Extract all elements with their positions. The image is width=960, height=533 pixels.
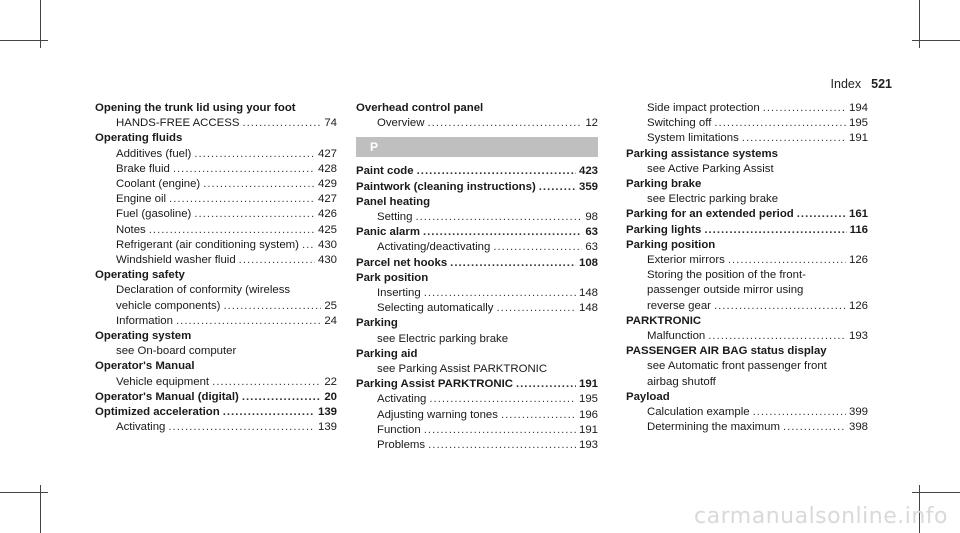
- page-reference[interactable]: 148: [578, 302, 598, 315]
- page-reference[interactable]: 430: [317, 238, 337, 251]
- entry-heading: [626, 207, 868, 222]
- page-reference[interactable]: 399: [848, 406, 868, 419]
- sub-entry: [356, 362, 598, 377]
- sub-entry-label: Activating: [116, 421, 166, 434]
- entry-heading-text: Panic alarm: [356, 226, 420, 239]
- entry-heading: [356, 225, 598, 240]
- entry-heading: [626, 390, 868, 405]
- sub-entry-line: Storing the position of the front-: [647, 269, 806, 282]
- dot-leader: [176, 314, 321, 329]
- sub-entry-label: System limitations: [647, 132, 739, 145]
- sub-entry-label: Overview: [377, 117, 425, 130]
- entry-heading-text: Opening the trunk lid using your foot: [95, 102, 296, 114]
- dot-leader: [223, 299, 321, 314]
- index-entry: [356, 164, 598, 179]
- entry-heading-text: Parking for an extended period: [626, 208, 794, 221]
- sub-entry: [95, 314, 337, 329]
- sub-entry-label: reverse gear: [647, 299, 711, 312]
- entry-heading-text: Optimized acceleration: [95, 406, 220, 419]
- page-reference[interactable]: 427: [317, 193, 337, 206]
- sub-entry-label: HANDS-FREE ACCESS: [116, 117, 240, 130]
- dot-leader: [728, 253, 846, 268]
- sub-entry: [356, 210, 598, 225]
- dot-leader: [497, 301, 576, 316]
- sub-entry-label: Problems: [377, 439, 426, 452]
- entry-heading: [356, 377, 598, 392]
- crop-mark: [0, 492, 48, 493]
- sub-entry: [356, 392, 598, 407]
- sub-entry-label: see Parking Assist PARKTRONIC: [377, 363, 548, 376]
- page-reference[interactable]: 191: [578, 423, 598, 436]
- watermark: carmanualsonline.info: [694, 504, 948, 529]
- page-reference[interactable]: 430: [317, 254, 337, 267]
- entry-heading: [626, 344, 868, 359]
- index-entry: [626, 314, 868, 344]
- page-reference[interactable]: 398: [848, 421, 868, 434]
- index-entry: [95, 329, 337, 359]
- entry-heading-text: Panel heating: [356, 195, 431, 208]
- sub-entry-label: see On-board computer: [116, 345, 237, 358]
- dot-leader: [704, 223, 846, 238]
- dot-leader: [714, 116, 846, 131]
- sub-entry: [95, 162, 337, 177]
- entry-heading-text: Parking lights: [626, 223, 702, 236]
- sub-entry: [626, 420, 868, 435]
- entry-heading-text: Parking brake: [626, 178, 702, 191]
- sub-entry: [626, 192, 868, 207]
- entry-heading-text: PASSENGER AIR BAG status display: [626, 345, 827, 358]
- index-entry: [95, 390, 337, 405]
- page-reference[interactable]: 25: [324, 299, 337, 312]
- index-entry: [356, 225, 598, 255]
- sub-entry-label: Information: [116, 314, 173, 327]
- index-entry: [626, 101, 868, 147]
- sub-entry: [95, 147, 337, 162]
- page-reference[interactable]: 195: [848, 117, 868, 130]
- page-reference[interactable]: 63: [585, 226, 598, 239]
- sub-entry-label: Calculation example: [647, 406, 750, 419]
- sub-entry-label: Exterior mirrors: [647, 254, 725, 267]
- sub-entry: [626, 116, 868, 131]
- entry-heading: [356, 256, 598, 271]
- index-entry: [95, 405, 337, 435]
- sub-entry-label: Brake fluid: [116, 162, 170, 175]
- dot-leader: [428, 438, 576, 453]
- sub-entry-label: Selecting automatically: [377, 302, 494, 315]
- entry-heading-text: Parking position: [626, 238, 716, 251]
- sub-entry: [356, 423, 598, 438]
- crop-mark: [912, 492, 960, 493]
- dot-leader: [783, 420, 846, 435]
- dot-leader: [493, 240, 582, 255]
- page-reference[interactable]: 98: [585, 211, 598, 224]
- page-reference[interactable]: 63: [585, 241, 598, 254]
- dot-leader: [239, 253, 315, 268]
- entry-heading: [356, 316, 598, 331]
- dot-leader: [797, 207, 846, 222]
- dot-leader: [223, 405, 315, 420]
- dot-leader: [424, 423, 576, 438]
- entry-heading-text: Paint code: [356, 165, 414, 178]
- sub-entry-label: see Electric parking brake: [377, 332, 509, 345]
- dot-leader: [168, 420, 315, 435]
- page-reference[interactable]: 196: [578, 408, 598, 421]
- sub-entry-label: Additives (fuel): [116, 147, 192, 160]
- page-reference[interactable]: 423: [578, 165, 598, 178]
- page-reference[interactable]: 194: [848, 102, 868, 114]
- index-entry: [356, 271, 598, 317]
- sub-entry: [95, 177, 337, 192]
- entry-heading: [356, 347, 598, 362]
- sub-entry-label: Fuel (gasoline): [116, 208, 192, 221]
- page-reference[interactable]: 126: [848, 254, 868, 267]
- sub-entry: [626, 299, 868, 314]
- dot-leader: [429, 392, 576, 407]
- sub-entry-label: Windshield washer fluid: [116, 254, 236, 267]
- sub-entry: [95, 223, 337, 238]
- crop-mark: [0, 40, 48, 41]
- entry-heading-text: Parcel net hooks: [356, 256, 448, 269]
- index-entry: [626, 177, 868, 207]
- dot-leader: [242, 116, 321, 131]
- dot-leader: [516, 377, 576, 392]
- entry-heading-text: Operator's Manual (digital): [95, 390, 239, 403]
- sub-entry: [356, 240, 598, 255]
- page-reference[interactable]: 426: [317, 208, 337, 221]
- index-entry: [95, 268, 337, 329]
- page-reference[interactable]: 74: [324, 117, 337, 130]
- sub-entry: [626, 405, 868, 420]
- page-reference[interactable]: 22: [324, 375, 337, 388]
- page-reference[interactable]: 191: [578, 378, 598, 391]
- index-entry: [356, 347, 598, 377]
- index-column-1: [95, 101, 337, 435]
- sub-entry: [95, 192, 337, 207]
- sub-entry: [95, 420, 337, 435]
- dot-leader: [415, 210, 582, 225]
- entry-heading: [356, 180, 598, 195]
- dot-leader: [173, 162, 315, 177]
- entry-heading: [626, 314, 868, 329]
- index-entry: [356, 195, 598, 225]
- entry-heading-text: Park position: [356, 271, 429, 284]
- sub-entry-label: Coolant (engine): [116, 178, 201, 191]
- page-number: 521: [871, 77, 892, 91]
- entry-heading: [95, 390, 337, 405]
- sub-entry-label: Inserting: [377, 287, 421, 300]
- entry-heading: [95, 359, 337, 374]
- page-reference[interactable]: 139: [317, 406, 337, 419]
- entry-heading: [95, 268, 337, 283]
- index-entry: [626, 223, 868, 238]
- entry-heading: [95, 131, 337, 146]
- crop-mark: [912, 40, 960, 41]
- index-entry: [626, 207, 868, 222]
- sub-entry: [356, 116, 598, 131]
- sub-entry: [95, 253, 337, 268]
- entry-heading-text: PARKTRONIC: [626, 314, 702, 327]
- sub-entry: [356, 301, 598, 316]
- index-entry: [626, 390, 868, 436]
- sub-entry-label: Side impact protection: [647, 102, 760, 114]
- sub-entry-label: Malfunction: [647, 330, 706, 343]
- entry-heading-text: Operating safety: [95, 269, 185, 282]
- dot-leader: [194, 147, 315, 162]
- index-entry: [356, 377, 598, 453]
- page-reference[interactable]: 429: [317, 178, 337, 191]
- sub-entry: [626, 101, 868, 116]
- sub-entry-line: passenger outside mirror using: [647, 284, 804, 297]
- sub-entry-label: Refrigerant (air conditioning system): [116, 238, 299, 251]
- page-reference[interactable]: 108: [578, 256, 598, 269]
- entry-heading-text: Overhead control panel: [356, 102, 484, 114]
- dot-leader: [194, 207, 315, 222]
- sub-entry: [356, 438, 598, 453]
- sub-entry: [95, 238, 337, 253]
- sub-entry-label: Activating: [377, 393, 427, 406]
- page-reference[interactable]: 126: [848, 299, 868, 312]
- page-reference[interactable]: 116: [849, 223, 868, 236]
- sub-entry-label: Notes: [116, 223, 146, 236]
- entry-heading: [95, 101, 337, 116]
- dot-leader: [424, 286, 576, 301]
- sub-entry: [626, 329, 868, 344]
- dot-leader: [242, 390, 321, 405]
- sub-entry: [626, 131, 868, 146]
- dot-leader: [763, 101, 846, 116]
- entry-heading: [356, 101, 598, 116]
- page-reference[interactable]: 24: [324, 314, 337, 327]
- page-reference[interactable]: 12: [585, 117, 598, 130]
- sub-entry-label: Activating/deactivating: [377, 241, 491, 254]
- index-column-2: [356, 101, 598, 453]
- sub-entry-line: Declaration of conformity (wireless: [116, 284, 291, 297]
- section-letter: P: [356, 137, 598, 157]
- sub-entry: [95, 344, 337, 359]
- dot-leader: [169, 192, 315, 207]
- entry-heading-text: Operator's Manual: [95, 360, 195, 373]
- sub-entry: [626, 253, 868, 268]
- page-reference[interactable]: 195: [578, 393, 598, 406]
- sub-entry-label: Engine oil: [116, 193, 167, 206]
- entry-heading-text: Parking aid: [356, 347, 418, 360]
- index-entry: [356, 316, 598, 346]
- dot-leader: [714, 299, 846, 314]
- index-entry: [626, 147, 868, 177]
- entry-heading-text: Operating fluids: [95, 132, 183, 145]
- entry-heading: [356, 164, 598, 179]
- page-reference[interactable]: 359: [578, 180, 598, 193]
- sub-entry-label: Setting: [377, 211, 413, 224]
- entry-heading-text: Parking Assist PARKTRONIC: [356, 378, 513, 391]
- index-entry: [95, 131, 337, 268]
- entry-heading: [626, 177, 868, 192]
- dot-leader: [753, 405, 846, 420]
- sub-entry-label: see Active Parking Assist: [647, 162, 774, 175]
- entry-heading-text: Parking: [356, 317, 398, 330]
- index-entry: [95, 101, 337, 131]
- page-reference[interactable]: 191: [848, 132, 868, 145]
- sub-entry: [626, 162, 868, 177]
- sub-entry: [95, 299, 337, 314]
- dot-leader: [450, 256, 576, 271]
- sub-entry-line: airbag shutoff: [647, 375, 716, 388]
- sub-entry-line: see Automatic front passenger front: [647, 360, 827, 373]
- sub-entry-label: Switching off: [647, 117, 712, 130]
- index-entry: [356, 101, 598, 131]
- index-entry: [356, 256, 598, 271]
- entry-heading: [95, 405, 337, 420]
- dot-leader: [302, 238, 315, 253]
- dot-leader: [212, 375, 321, 390]
- page-reference[interactable]: 161: [848, 208, 868, 221]
- sub-entry-label: see Electric parking brake: [647, 193, 779, 206]
- entry-heading: [626, 147, 868, 162]
- page-reference[interactable]: 139: [317, 421, 337, 434]
- entry-heading: [626, 238, 868, 253]
- sub-entry: [356, 408, 598, 423]
- sub-entry-label: Vehicle equipment: [116, 375, 210, 388]
- page-reference[interactable]: 20: [324, 390, 337, 403]
- sub-entry: [356, 332, 598, 347]
- dot-leader: [708, 329, 846, 344]
- page-reference[interactable]: 428: [317, 162, 337, 175]
- sub-entry-label: vehicle components): [116, 299, 221, 312]
- index-entry: [95, 359, 337, 389]
- sub-entry: [95, 375, 337, 390]
- page-reference[interactable]: 427: [317, 147, 337, 160]
- entry-heading-text: Payload: [626, 390, 670, 403]
- header-title: Index: [830, 77, 862, 91]
- entry-heading-text: Operating system: [95, 330, 192, 343]
- page-reference[interactable]: 148: [578, 287, 598, 300]
- index-column-3: [626, 101, 868, 435]
- entry-heading-text: Paintwork (cleaning instructions): [356, 180, 536, 193]
- index-entry: [626, 344, 868, 390]
- entry-heading: [356, 271, 598, 286]
- page-header: [831, 77, 892, 91]
- entry-heading-text: Parking assistance systems: [626, 147, 778, 160]
- index-entry: [626, 238, 868, 314]
- page-reference[interactable]: 193: [848, 330, 868, 343]
- entry-heading: [356, 195, 598, 210]
- entry-heading: [95, 329, 337, 344]
- dot-leader: [539, 180, 576, 195]
- sub-entry-label: Determining the maximum: [647, 421, 780, 434]
- dot-leader: [501, 408, 576, 423]
- index-entry: [356, 180, 598, 195]
- page-reference[interactable]: 193: [578, 439, 598, 452]
- dot-leader: [427, 116, 582, 131]
- sub-entry-label: Function: [377, 423, 421, 436]
- dot-leader: [423, 225, 582, 240]
- entry-heading: [626, 223, 868, 238]
- dot-leader: [203, 177, 315, 192]
- sub-entry: [95, 116, 337, 131]
- dot-leader: [417, 164, 576, 179]
- dot-leader: [149, 223, 315, 238]
- sub-entry-label: Adjusting warning tones: [377, 408, 498, 421]
- sub-entry: [95, 207, 337, 222]
- sub-entry: [356, 286, 598, 301]
- dot-leader: [742, 131, 846, 146]
- page-reference[interactable]: 425: [317, 223, 337, 236]
